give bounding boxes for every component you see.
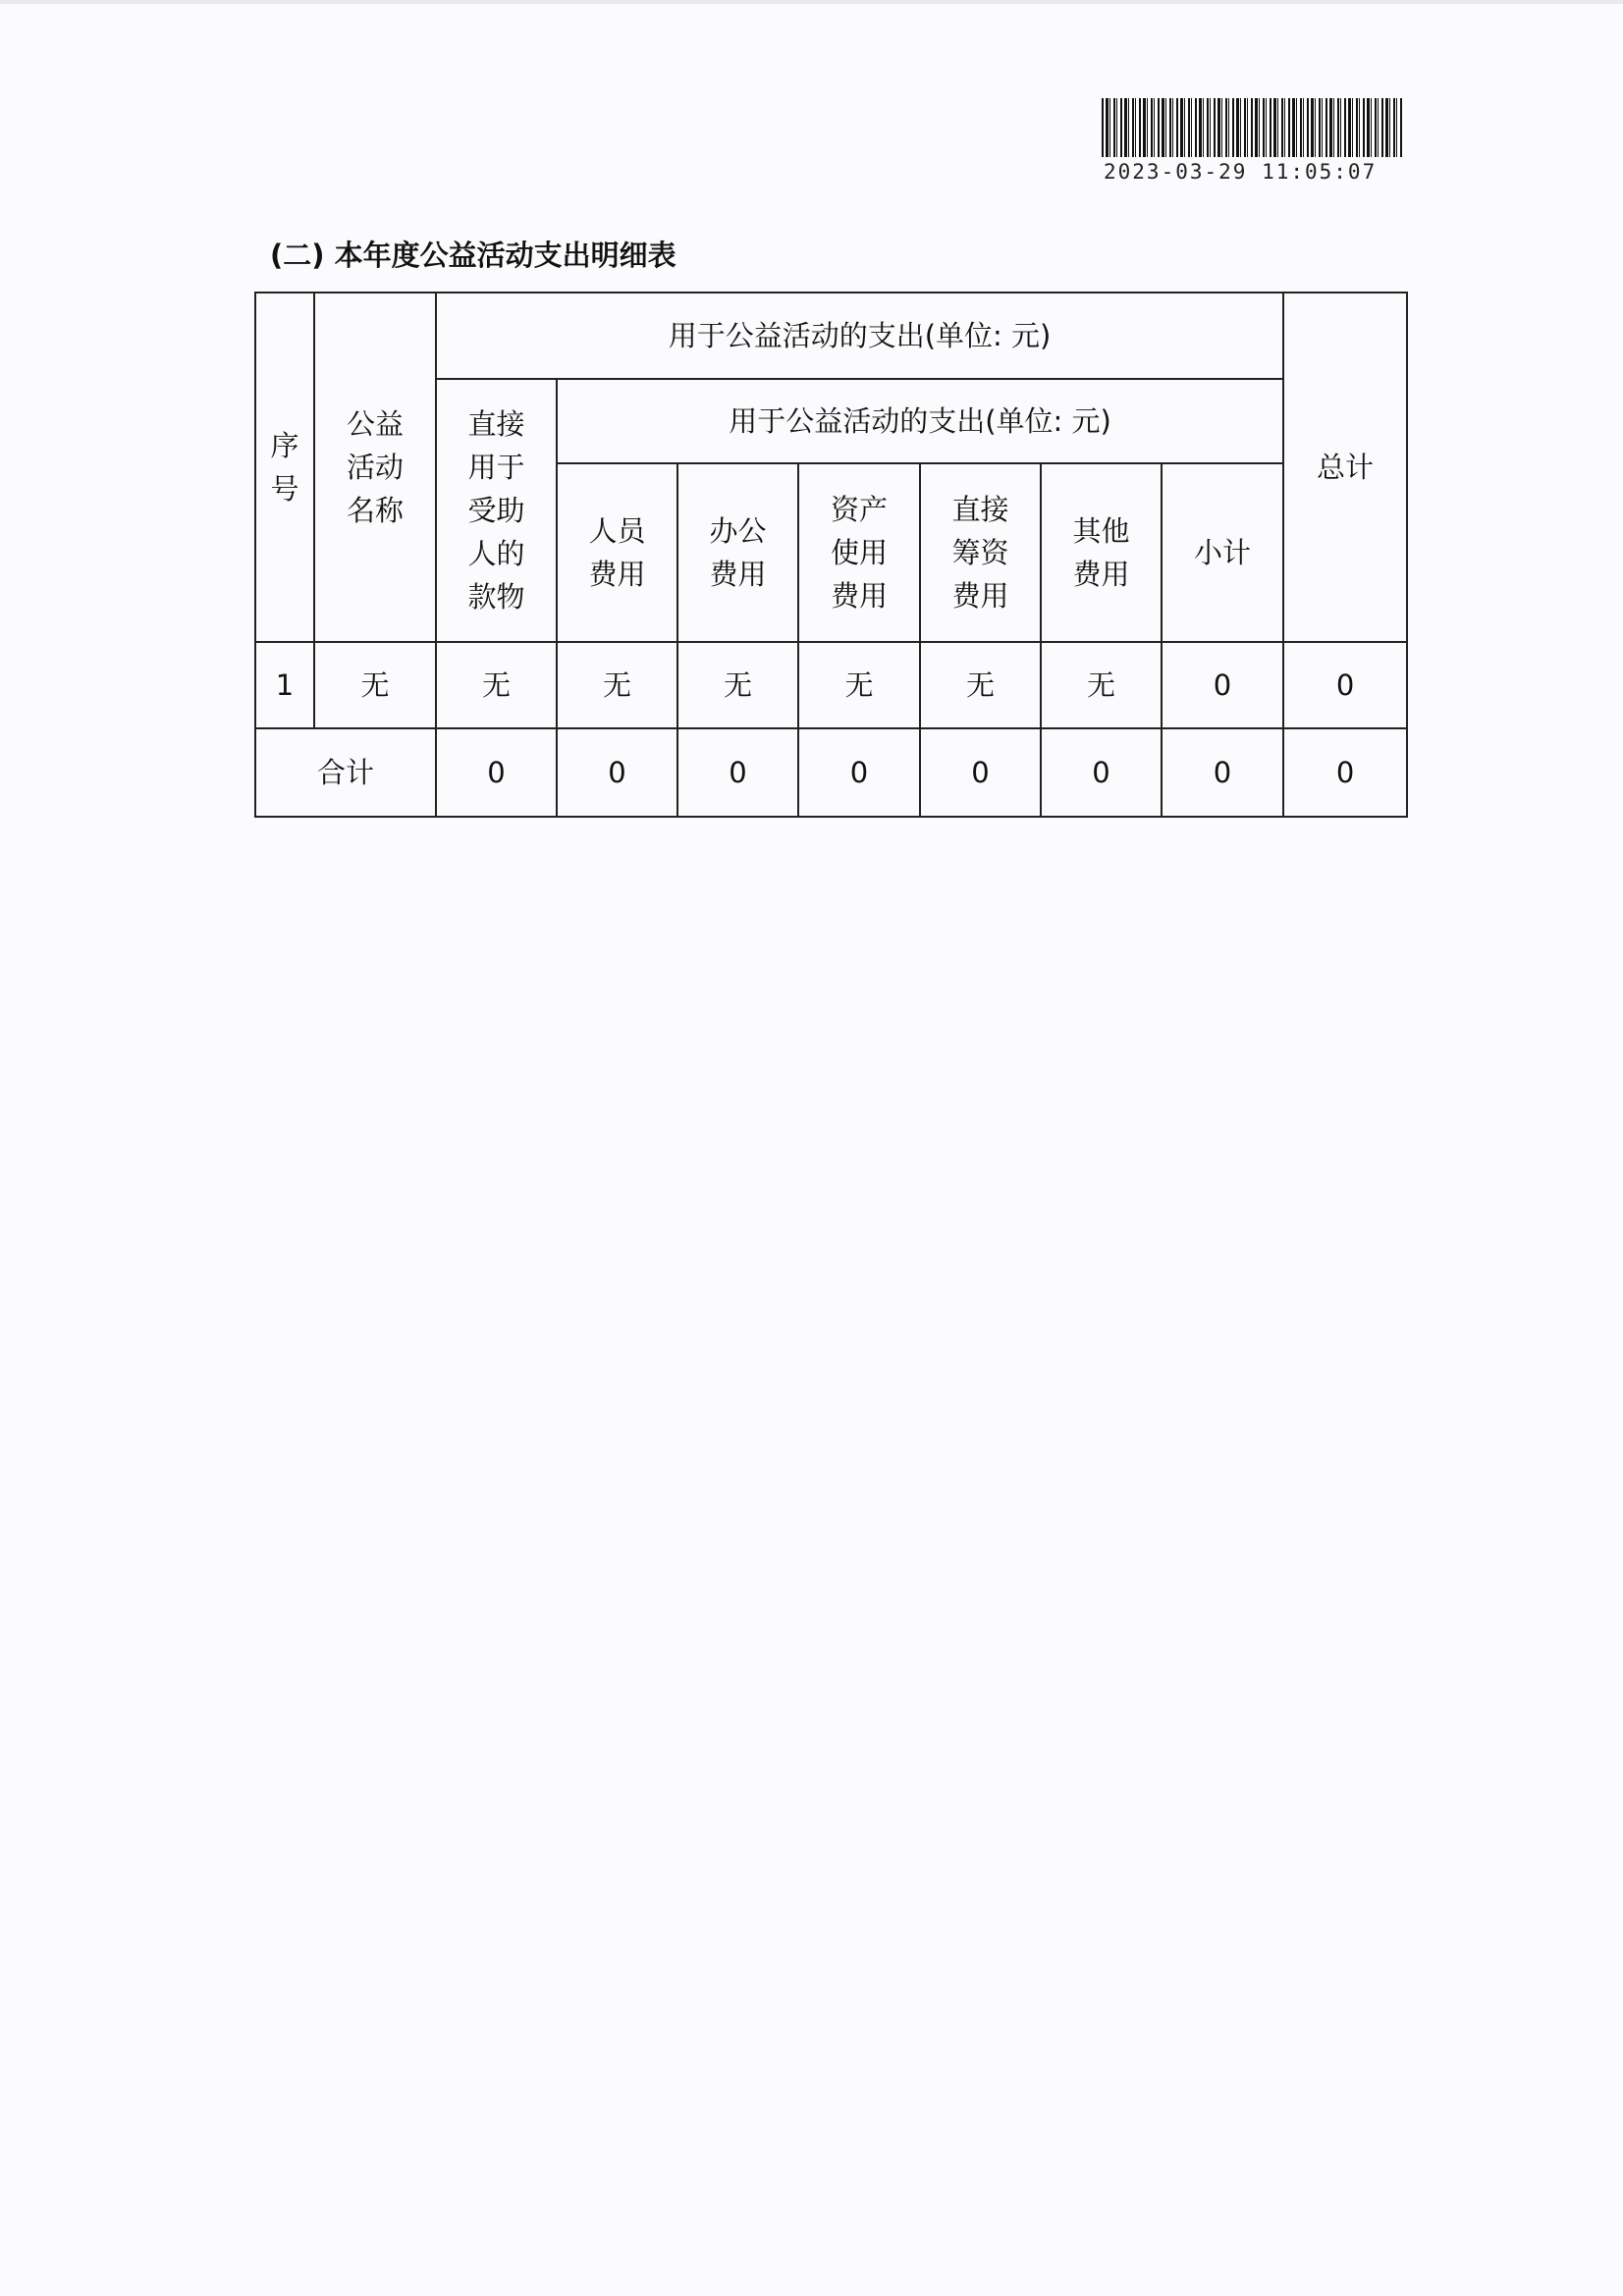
cell-direct-aid: 无 bbox=[436, 642, 557, 728]
header-other: 其他 费用 bbox=[1041, 463, 1162, 642]
header-total: 总计 bbox=[1283, 293, 1407, 642]
cell-total: 0 bbox=[1283, 642, 1407, 728]
cell-activity-name: 无 bbox=[314, 642, 436, 728]
header-fundraising: 直接 筹资 费用 bbox=[920, 463, 1041, 642]
table-row bbox=[255, 642, 1407, 728]
cell-office: 无 bbox=[677, 642, 798, 728]
expenditure-detail-table bbox=[254, 292, 1408, 818]
cell-fundraising: 无 bbox=[920, 642, 1041, 728]
total-personnel: 0 bbox=[557, 728, 677, 817]
header-row-1 bbox=[255, 293, 1407, 379]
header-office: 办公 费用 bbox=[677, 463, 798, 642]
cell-subtotal: 0 bbox=[1162, 642, 1283, 728]
total-grand: 0 bbox=[1283, 728, 1407, 817]
cell-other: 无 bbox=[1041, 642, 1162, 728]
totals-row bbox=[255, 728, 1407, 817]
cell-personnel: 无 bbox=[557, 642, 677, 728]
header-subtotal: 小计 bbox=[1162, 463, 1283, 642]
top-edge-rule bbox=[0, 0, 1623, 4]
header-subgroup-expenditure: 用于公益活动的支出(单位: 元) bbox=[557, 379, 1283, 463]
total-asset-use: 0 bbox=[798, 728, 920, 817]
total-direct-aid: 0 bbox=[436, 728, 557, 817]
total-subtotal: 0 bbox=[1162, 728, 1283, 817]
header-asset-use: 资产 使用 费用 bbox=[798, 463, 920, 642]
cell-seq: 1 bbox=[255, 642, 314, 728]
print-timestamp: 2023-03-29 11:05:07 bbox=[1104, 160, 1378, 184]
total-other: 0 bbox=[1041, 728, 1162, 817]
barcode bbox=[1102, 98, 1402, 157]
total-office: 0 bbox=[677, 728, 798, 817]
header-personnel: 人员 费用 bbox=[557, 463, 677, 642]
header-seq: 序 号 bbox=[255, 293, 314, 642]
totals-label: 合计 bbox=[255, 728, 436, 817]
header-direct-aid: 直接 用于 受助 人的 款物 bbox=[436, 379, 557, 642]
header-activity-name: 公益 活动 名称 bbox=[314, 293, 436, 642]
header-group-expenditure: 用于公益活动的支出(单位: 元) bbox=[436, 293, 1283, 379]
total-fundraising: 0 bbox=[920, 728, 1041, 817]
section-title: (二) 本年度公益活动支出明细表 bbox=[270, 239, 676, 272]
cell-asset-use: 无 bbox=[798, 642, 920, 728]
